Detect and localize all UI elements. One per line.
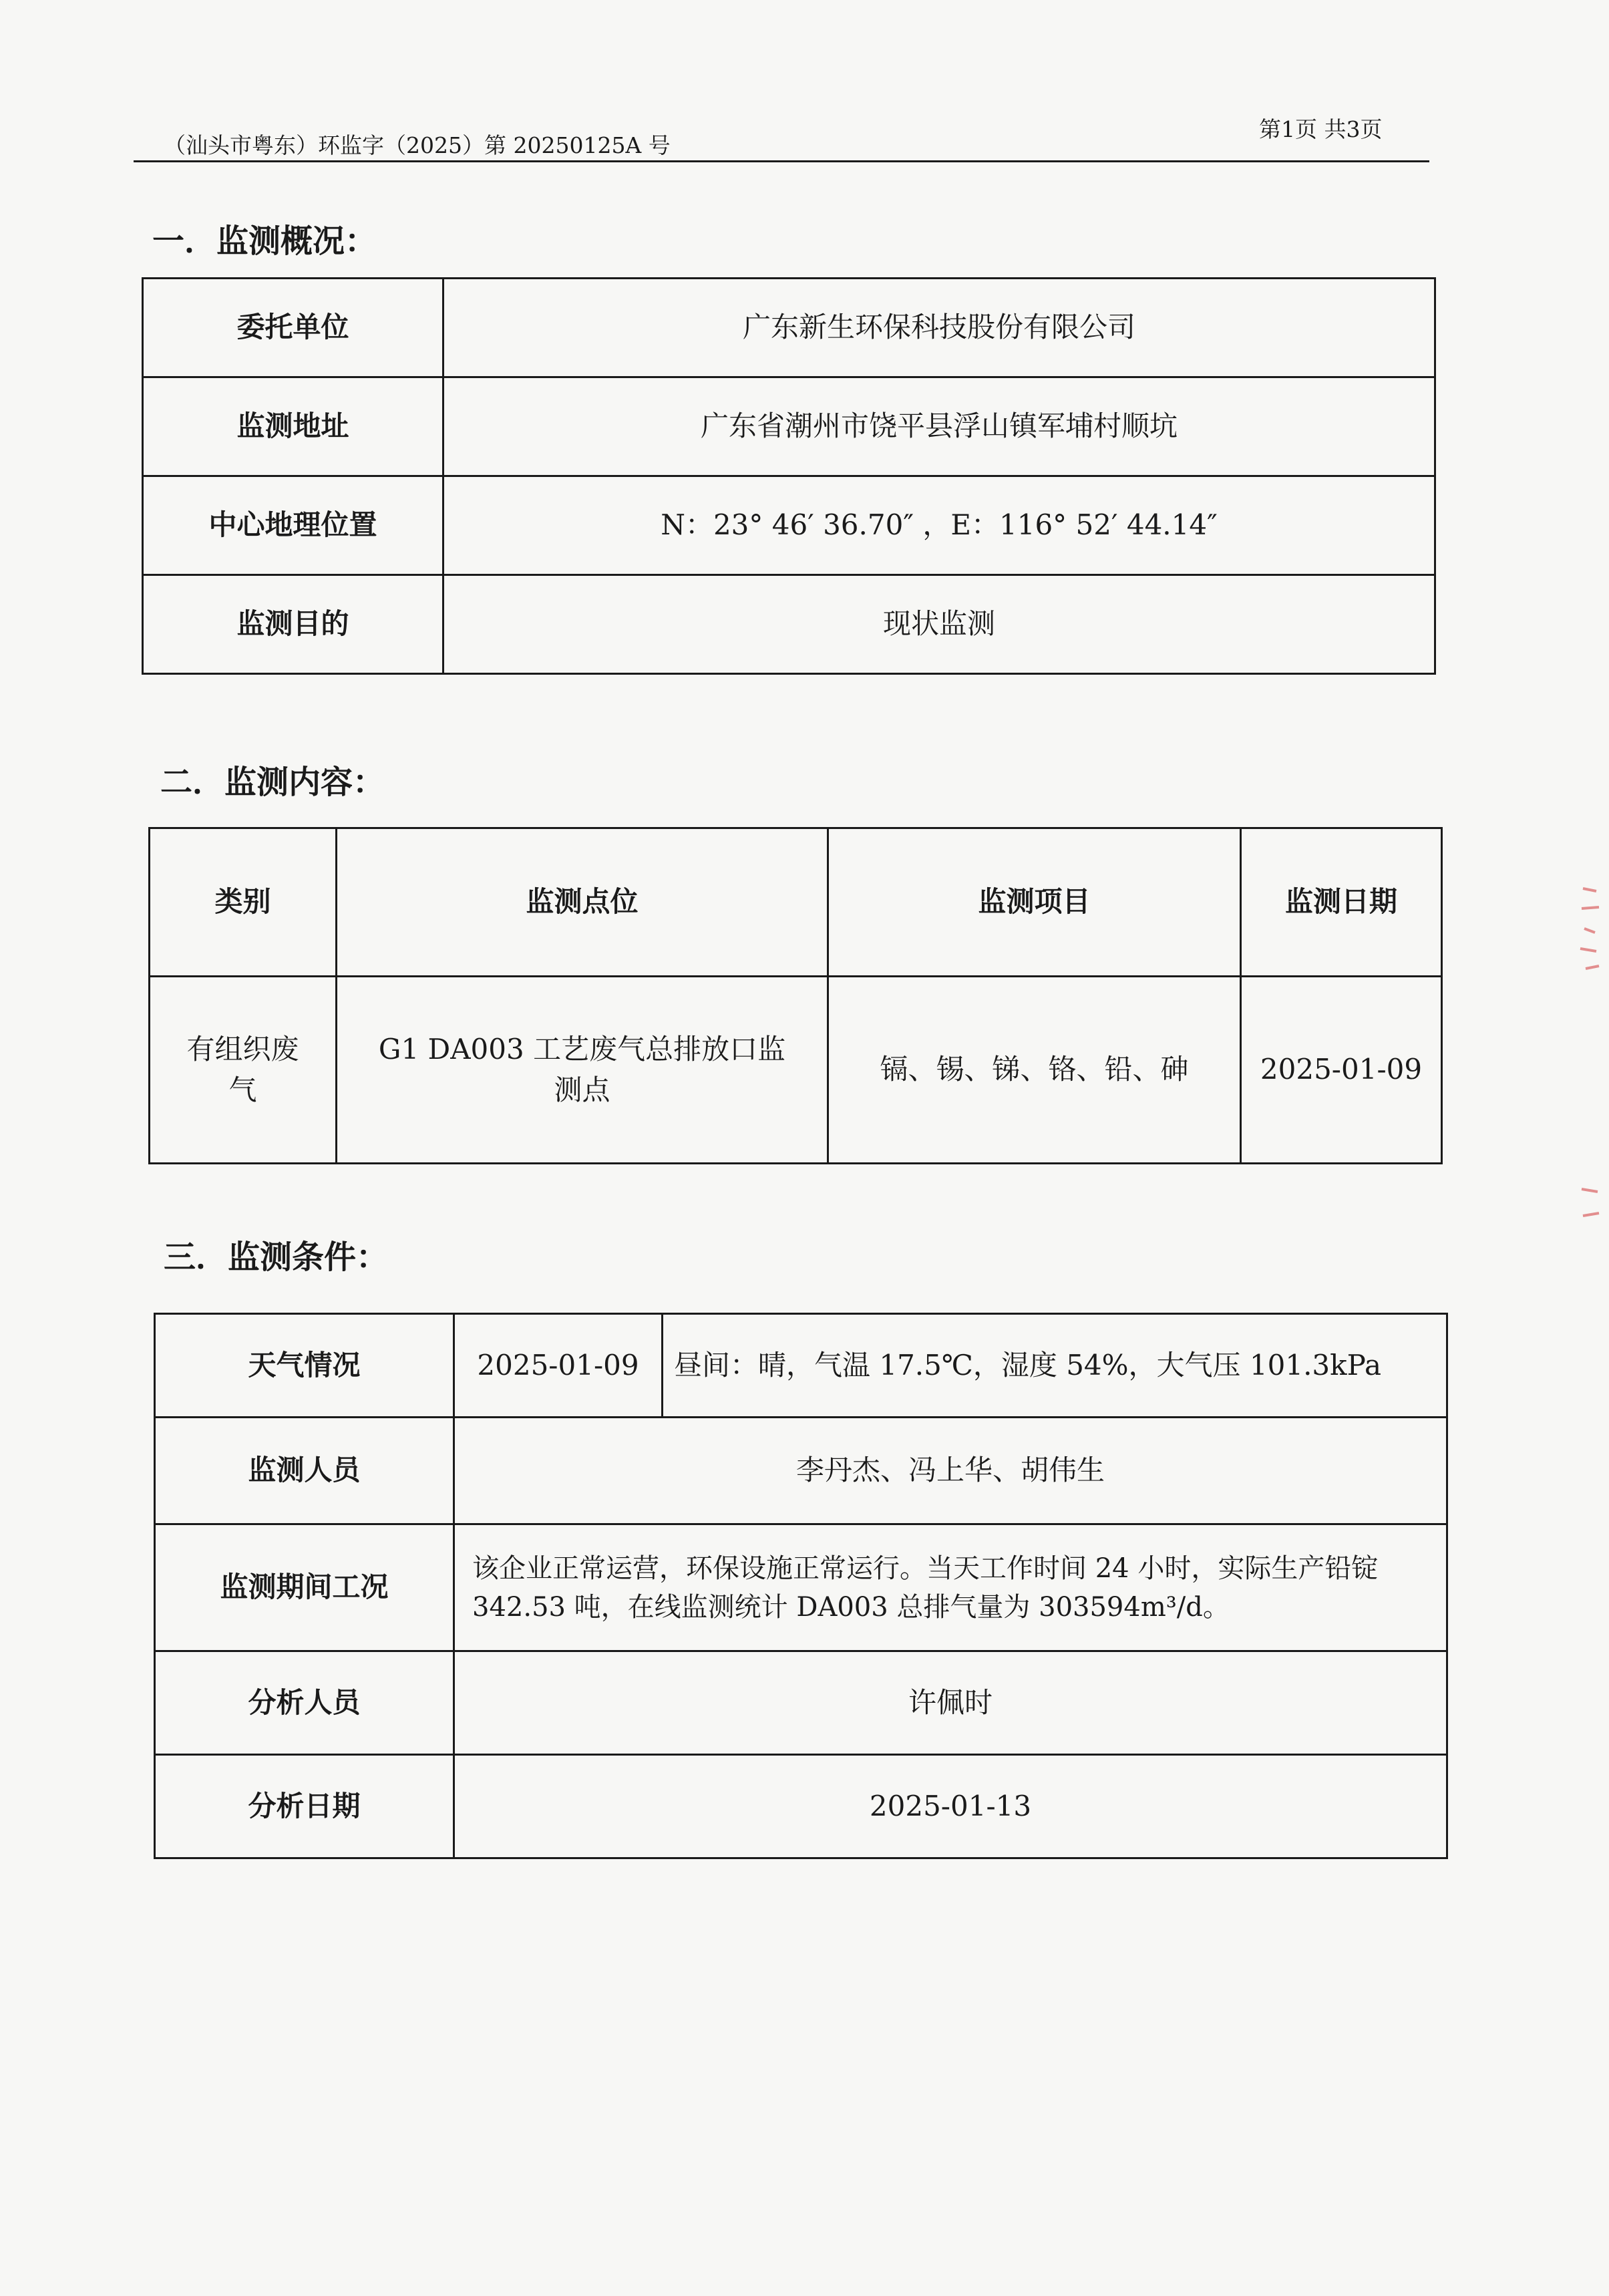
client-value: 广东新生环保科技股份有限公司 [443, 279, 1435, 377]
location-value: N：23° 46′ 36.70″ ，E：116° 52′ 44.14″ [443, 476, 1435, 575]
items-cell: 镉、锡、锑、铬、铅、砷 [828, 977, 1241, 1164]
col-header-category: 类别 [150, 828, 337, 977]
conditions-table [154, 1313, 1448, 1859]
col-header-point: 监测点位 [337, 828, 828, 977]
header-rule [134, 160, 1429, 162]
overview-table [142, 277, 1436, 675]
table-row [143, 476, 1435, 575]
purpose-value: 现状监测 [443, 575, 1435, 674]
table-header-row [150, 828, 1442, 977]
col-header-date: 监测日期 [1241, 828, 1442, 977]
purpose-label: 监测目的 [143, 575, 443, 674]
analyst-value: 许佩时 [454, 1651, 1447, 1755]
location-label: 中心地理位置 [143, 476, 443, 575]
seal-fragment [1576, 1176, 1603, 1236]
point-cell: G1 DA003 工艺废气总排放口监测点 [337, 977, 828, 1164]
page-info: 第1页 共3页 [1259, 116, 1383, 142]
category-cell: 有组织废气 [150, 977, 337, 1164]
table-row [155, 1418, 1447, 1524]
table-row [143, 377, 1435, 476]
section-1-title: 一．监测概况： [152, 222, 377, 260]
analysis-date-label: 分析日期 [155, 1755, 454, 1858]
condition-value: 该企业正常运营，环保设施正常运行。当天工作时间 24 小时，实际生产铅锭 342.53 吨，在线监测统计 DA003 总排气量为 303594m³/d。 [454, 1524, 1447, 1651]
table-row [143, 575, 1435, 674]
table-row [155, 1314, 1447, 1418]
weather-label: 天气情况 [155, 1314, 454, 1418]
col-header-items: 监测项目 [828, 828, 1241, 977]
weather-desc: 昼间：晴，气温 17.5℃，湿度 54%，大气压 101.3kPa [663, 1314, 1447, 1418]
table-row [150, 977, 1442, 1164]
table-row [155, 1651, 1447, 1755]
table-row [155, 1524, 1447, 1651]
condition-label: 监测期间工况 [155, 1524, 454, 1651]
date-cell: 2025-01-09 [1241, 977, 1442, 1164]
doc-number: （汕头市粤东）环监字（2025）第 20250125A 号 [164, 132, 671, 158]
staff-value: 李丹杰、冯上华、胡伟生 [454, 1418, 1447, 1524]
staff-label: 监测人员 [155, 1418, 454, 1524]
address-label: 监测地址 [143, 377, 443, 476]
section-3-title: 三．监测条件： [164, 1239, 389, 1276]
seal-fragment [1576, 882, 1603, 989]
table-row [143, 279, 1435, 377]
address-value: 广东省潮州市饶平县浮山镇军埔村顺坑 [443, 377, 1435, 476]
weather-date: 2025-01-09 [454, 1314, 663, 1418]
analyst-label: 分析人员 [155, 1651, 454, 1755]
content-table [148, 827, 1443, 1164]
analysis-date-value: 2025-01-13 [454, 1755, 1447, 1858]
client-label: 委托单位 [143, 279, 443, 377]
section-2-title: 二．监测内容： [160, 764, 385, 801]
table-row [155, 1755, 1447, 1858]
